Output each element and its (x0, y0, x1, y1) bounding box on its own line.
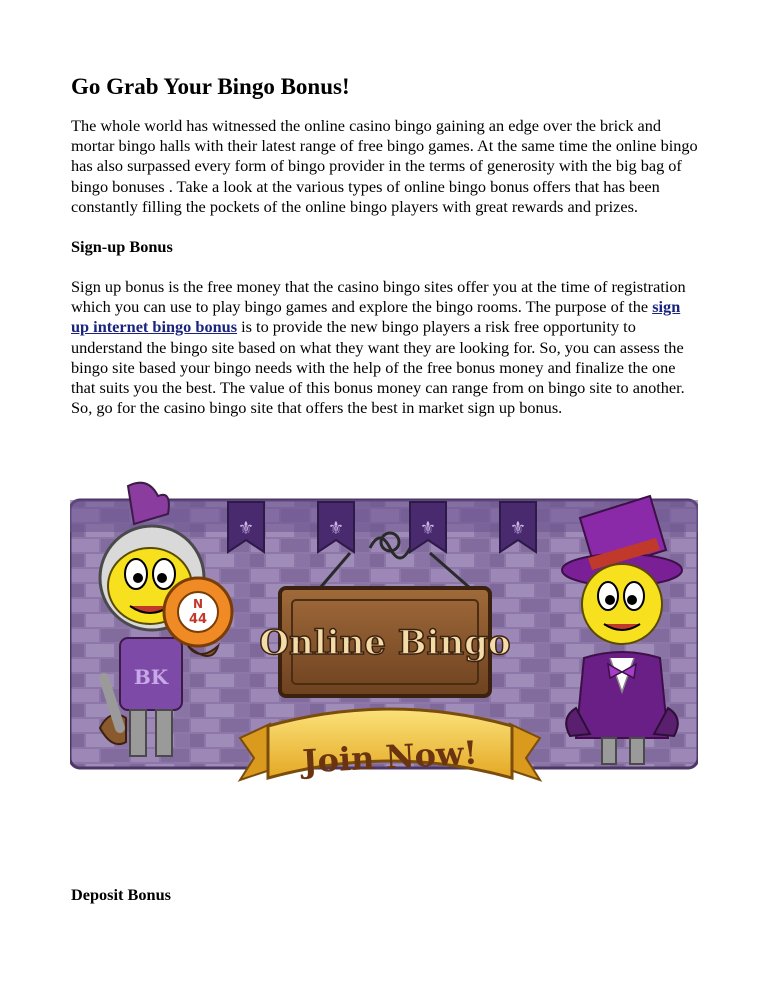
online-bingo-sign (259, 588, 510, 696)
svg-text:⚜: ⚜ (419, 518, 437, 539)
page-title: Go Grab Your Bingo Bonus! (71, 74, 350, 99)
signup-text-before: Sign up bonus is the free money that the casino bingo sites offer you at the time of registration which you can use to play bingo games and explore the bingo rooms. The purpose of the (71, 277, 686, 317)
signup-heading: Sign-up Bonus (71, 237, 173, 257)
signup-paragraph (71, 277, 701, 418)
shirt-text: BK (133, 665, 169, 689)
signup-text-after: is to provide the new bingo players a risk free opportunity to understand the bingo site based on what they want they are looking for. So, you can assess the bingo site based your bingo needs with the help of the free bonus money and finalize the one that suits you the best. The value of this bonus money can range from on bingo site to another. So, go for the casino bingo site that offers the best in market sign up bonus. (71, 317, 685, 418)
deposit-heading: Deposit Bonus (71, 885, 171, 904)
ball-number: 44 (188, 612, 208, 627)
svg-text:⚜: ⚜ (509, 518, 527, 539)
article (71, 72, 701, 418)
sign-text: Online Bingo (259, 623, 511, 663)
svg-text:⚜: ⚜ (237, 518, 255, 539)
ribbon-text: Join Now! (301, 733, 479, 781)
signup-bonus-link[interactable]: sign up internet bingo bonus (71, 297, 681, 337)
svg-text:⚜: ⚜ (327, 518, 345, 539)
intro-paragraph: The whole world has witnessed the online casino bingo gaining an edge over the brick and mortar bingo halls with their latest range of free bingo games. At the same time the online bingo has also surpassed every form of bingo provider in the terms of generosity with the big bag of bingo bonuses . Take a look at the various types of online bingo bonus offers that has been constantly filling the pockets of the online bingo players with great rewards and prizes. (71, 116, 698, 216)
ball-letter: N (192, 597, 204, 611)
online-bingo-banner[interactable] (70, 478, 698, 823)
